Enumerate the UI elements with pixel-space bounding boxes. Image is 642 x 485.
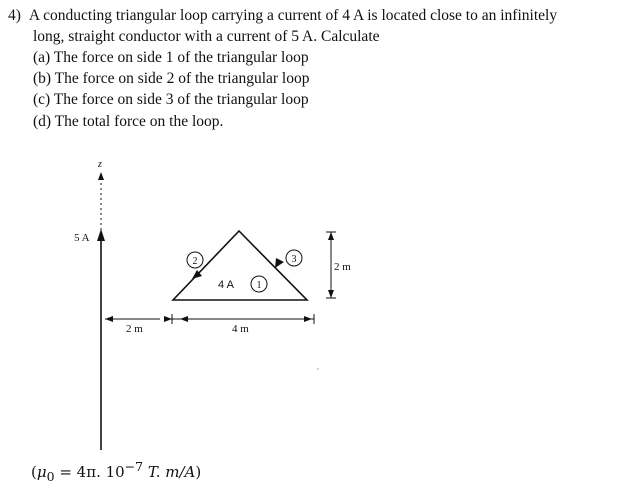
permeability-constant [31,459,201,484]
height-dimension-arrow-bottom [328,290,334,298]
stray-dot [317,368,319,370]
base-dimension-arrow-right [304,316,312,322]
formula-unit: T. m/A [143,463,196,481]
z-axis-label: z [98,159,102,170]
question-intro-2: long, straight conductor with a current of 5 A. Calculate [33,28,380,45]
question-part-b: (b) The force on side 2 of the triangular loop [33,70,310,87]
question-intro-1: A conducting triangular loop carrying a current of 4 A is located close to an infinitely [28,7,558,24]
loop-current-label: 4 A [218,279,234,291]
formula-value: = 4π. 10 [54,463,125,481]
formula-exponent: −7 [124,459,144,474]
gap-dimension-arrow-right [164,316,172,322]
question-number: 4) [8,7,21,24]
height-dimension-arrow-top [328,232,334,240]
wire-current-arrow [97,229,105,241]
formula-open-paren: ( [31,463,37,481]
question-part-c: (c) The force on side 3 of the triangular loop [33,91,309,108]
question-part-d: (d) The total force on the loop. [33,113,224,130]
gap-dimension-label: 2 m [126,323,143,335]
gap-dimension-arrow-left [105,316,113,322]
mu-subscript: 0 [46,469,55,484]
side-3-current-arrow [275,258,284,268]
base-dimension-label: 4 m [232,323,249,335]
wire-current-label: 5 A [74,232,90,244]
side-3-label: 3 [291,254,297,265]
height-dimension-label: 2 m [334,261,351,273]
z-axis-arrowhead [98,172,104,180]
side-2-label: 2 [192,256,198,267]
formula-close-paren: ) [195,463,202,481]
base-dimension-arrow-left [180,316,188,322]
side-1-label: 1 [256,280,262,291]
question-part-a: (a) The force on side 1 of the triangular loop [33,49,309,66]
mu-symbol: μ [36,463,47,481]
